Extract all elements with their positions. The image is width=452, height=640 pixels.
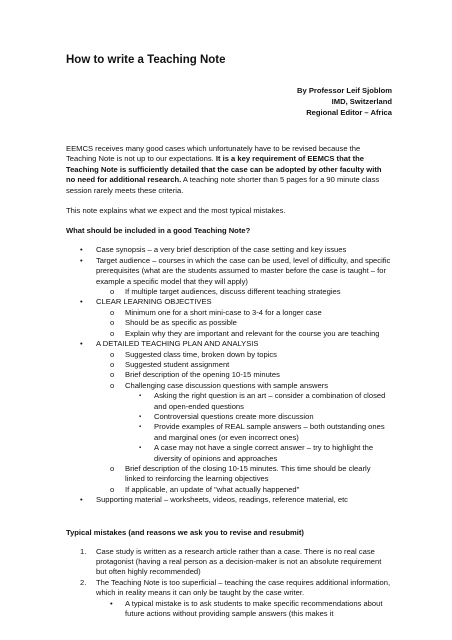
list-item <box>66 318 392 328</box>
list-item <box>66 391 392 412</box>
list-marker: o <box>110 463 115 473</box>
list-item <box>66 360 392 370</box>
list-item-text: Challenging case discussion questions with sample answers <box>125 380 329 390</box>
author-byline <box>66 85 392 118</box>
list-item-text: Brief description of the opening 10-15 minutes <box>125 370 280 380</box>
explain-paragraph: This note explains what we expect and the most typical mistakes. <box>66 206 286 216</box>
list-item-text: Should be as specific as possible <box>125 318 237 328</box>
list-item-text: Asking the right question is an art – consider a combination of closed and open-ended questions <box>154 391 386 411</box>
list-marker: • <box>80 339 83 349</box>
author-role: Regional Editor – Africa <box>306 108 392 117</box>
list-item <box>66 370 392 380</box>
list-item <box>66 350 392 360</box>
list-item <box>66 381 392 391</box>
list-item <box>66 578 392 599</box>
list-marker: o <box>110 359 115 369</box>
mistakes-list <box>66 547 392 620</box>
list-item-text: If multiple target audiences, discuss different teaching strategies <box>125 287 341 297</box>
list-marker: o <box>110 328 115 338</box>
list-item-text: If applicable, an update of "what actually happened" <box>125 484 300 494</box>
list-item <box>66 422 392 443</box>
intro-lead: EEMCS receives many good cases which unfortunately have to be revised because the Teaching Note is not up to our expectations. <box>66 144 361 164</box>
list-item <box>66 297 392 307</box>
list-item-text: Target audience – courses in which the case can be used, level of difficulty, and specific prerequisites (what are the students assumed to master before the case is taught – for example a specific model that they will apply) <box>96 255 391 286</box>
intro-paragraph <box>66 144 392 196</box>
list-item <box>66 339 392 349</box>
list-item <box>66 443 392 464</box>
intro-bold: It is a key requirement of EEMCS that the Teaching Note is sufficiently detailed that the case can be adopted by other faculty with no need for additional research. <box>66 154 382 185</box>
list-item-text: CLEAR LEARNING OBJECTIVES <box>96 297 212 307</box>
list-marker: o <box>110 370 115 380</box>
list-item <box>66 329 392 339</box>
list-marker: • <box>80 297 83 307</box>
list-marker: ▪ <box>139 424 142 431</box>
list-marker: • <box>80 495 83 505</box>
list-item-text: Suggested class time, broken down by topics <box>125 349 277 359</box>
list-marker: • <box>80 245 83 255</box>
contents-list <box>66 245 392 505</box>
list-marker: ▪ <box>139 445 142 452</box>
list-item <box>66 245 392 255</box>
document-title: How to write a Teaching Note <box>66 54 226 66</box>
list-marker: o <box>110 287 115 297</box>
list-item-text: A typical mistake is to ask students to make specific recommendations about future actions without providing sample answers (this makes it <box>125 598 383 619</box>
list-item-text: Controversial questions create more discussion <box>154 411 314 421</box>
list-marker: • <box>110 598 113 608</box>
list-marker: o <box>110 307 115 317</box>
list-item-text: Case study is written as a research article rather than a case. There is no real case protagonist (having a real person as a decision-maker is not an absolute requirement but often highly recommended) <box>96 546 382 577</box>
list-item-text: Provide examples of REAL sample answers – both outstanding ones and marginal ones (or even incorrect ones) <box>154 422 385 442</box>
list-item-text: Brief description of the closing 10-15 minutes. This time should be clearly linked to reinforcing the learning objectives <box>125 463 371 484</box>
list-marker: • <box>80 255 83 265</box>
list-item-text: Minimum one for a short mini-case to 3-4 for a longer case <box>125 307 322 317</box>
list-item <box>66 495 392 505</box>
list-item <box>66 547 392 578</box>
list-marker: o <box>110 349 115 359</box>
list-marker: o <box>110 380 115 390</box>
list-item-text: Case synopsis – a very brief description of the case setting and key issues <box>96 245 347 255</box>
list-item-text: A DETAILED TEACHING PLAN AND ANALYSIS <box>96 339 259 349</box>
author-name: By Professor Leif Sjoblom <box>297 86 392 95</box>
list-marker: 1. <box>80 546 87 556</box>
list-marker: o <box>110 318 115 328</box>
list-item-text: Suggested student assignment <box>125 359 230 369</box>
section-heading-contents: What should be included in a good Teaching Note? <box>66 226 251 236</box>
list-item <box>66 485 392 495</box>
list-item <box>66 287 392 297</box>
list-item <box>66 599 392 620</box>
list-item-text: A case may not have a single correct answer – try to highlight the diversity of opinions and approaches <box>154 443 374 463</box>
list-item <box>66 256 392 287</box>
list-item <box>66 464 392 485</box>
list-marker: ▪ <box>139 393 142 400</box>
author-affiliation: IMD, Switzerland <box>331 97 392 106</box>
list-marker: o <box>110 484 115 494</box>
list-item-text: Explain why they are important and relevant for the course you are teaching <box>125 328 380 338</box>
section-heading-mistakes: Typical mistakes (and reasons we ask you to revise and resubmit) <box>66 527 304 537</box>
intro-tail: A teaching note shorter than 5 pages for a 90 minute class session rarely meets these criteria. <box>66 175 380 195</box>
list-item-text: The Teaching Note is too superficial – teaching the case requires additional information, which in reality means it can only be taught by the case writer. <box>96 577 391 598</box>
list-marker: ▪ <box>139 413 142 420</box>
list-item <box>66 308 392 318</box>
list-marker: 2. <box>80 577 87 587</box>
list-item-text: Supporting material – worksheets, videos, readings, reference material, etc <box>96 495 348 505</box>
list-item <box>66 412 392 422</box>
section-gap <box>66 506 392 528</box>
